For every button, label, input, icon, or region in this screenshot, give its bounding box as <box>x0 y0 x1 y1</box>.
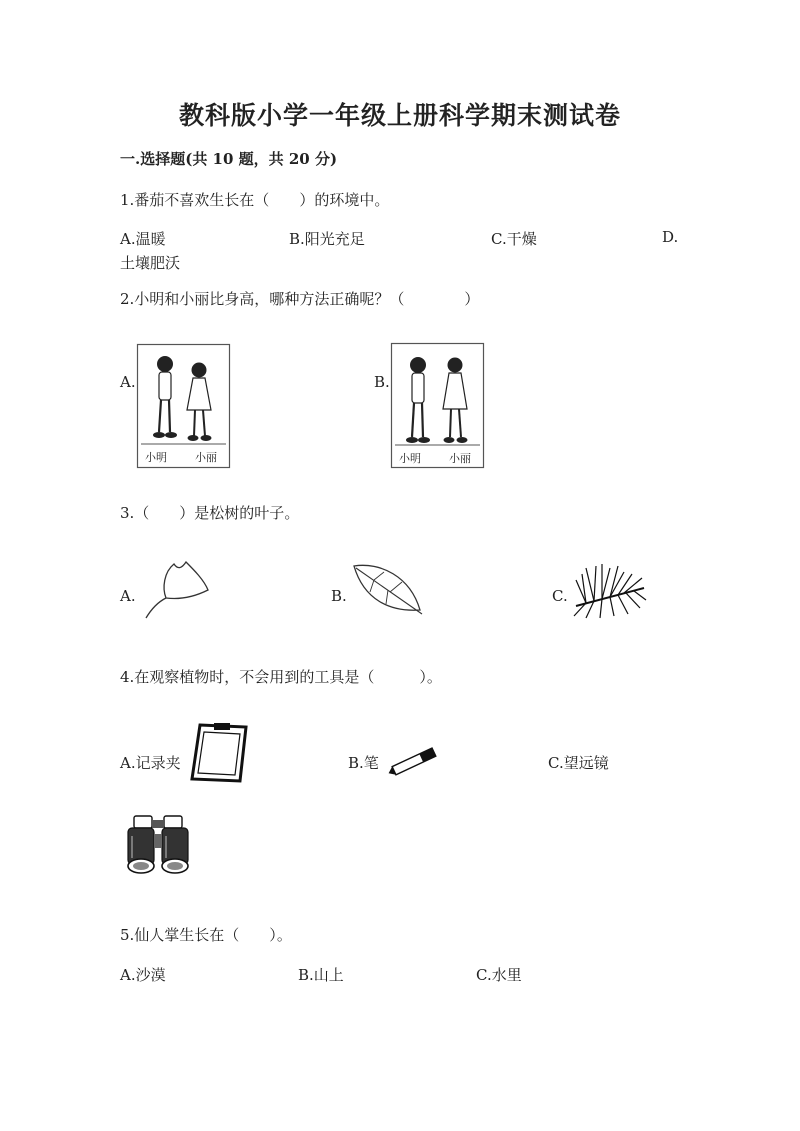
q2-option-b[interactable]: B. <box>374 373 390 391</box>
q5-option-a[interactable]: A.沙漠 <box>120 966 166 984</box>
q3-option-b[interactable]: B. <box>331 587 347 605</box>
pen-icon <box>386 745 446 777</box>
clipboard-icon <box>190 723 250 783</box>
q2-a-label-xiaoli: 小丽 <box>195 451 217 464</box>
q1-option-d-text: 土壤肥沃 <box>120 254 181 272</box>
q3-option-a[interactable]: A. <box>120 587 136 605</box>
q2-b-label-xiaoming: 小明 <box>399 452 421 465</box>
pine-needle-picture <box>572 562 648 620</box>
q4-option-c[interactable]: C.望远镜 <box>548 754 609 772</box>
q5-option-b[interactable]: B.山上 <box>298 966 344 984</box>
q2-b-label-xiaoli: 小丽 <box>449 452 471 465</box>
q3-option-c[interactable]: C. <box>552 587 568 605</box>
question-1: 1.番茄不喜欢生长在（ ）的环境中。 <box>120 191 390 209</box>
q2-a-label-xiaoming: 小明 <box>145 451 167 464</box>
q2-option-a[interactable]: A. <box>120 373 136 391</box>
q1-option-a[interactable]: A.温暖 <box>120 230 166 248</box>
question-4: 4.在观察植物时，不会用到的工具是（ ）。 <box>120 668 442 686</box>
section-heading: 一.选择题(共 10 题，共 20 分) <box>120 150 338 168</box>
q1-option-b[interactable]: B.阳光充足 <box>289 230 365 248</box>
q5-option-c[interactable]: C.水里 <box>476 966 522 984</box>
question-2: 2.小明和小丽比身高，哪种方法正确呢？（ ） <box>120 290 480 308</box>
page-title: 教科版小学一年级上册科学期末测试卷 <box>178 101 621 130</box>
q4-option-a[interactable]: A.记录夹 <box>120 754 181 772</box>
binoculars-icon <box>124 812 192 876</box>
q4-option-b[interactable]: B.笔 <box>348 754 379 772</box>
ginkgo-leaf-picture <box>138 558 213 623</box>
question-3: 3.（ ）是松树的叶子。 <box>120 504 300 522</box>
question-5: 5.仙人掌生长在（ ）。 <box>120 926 292 944</box>
broad-leaf-picture <box>350 562 426 618</box>
q1-option-c[interactable]: C.干燥 <box>491 230 537 248</box>
q1-option-d-letter[interactable]: D. <box>662 228 679 246</box>
